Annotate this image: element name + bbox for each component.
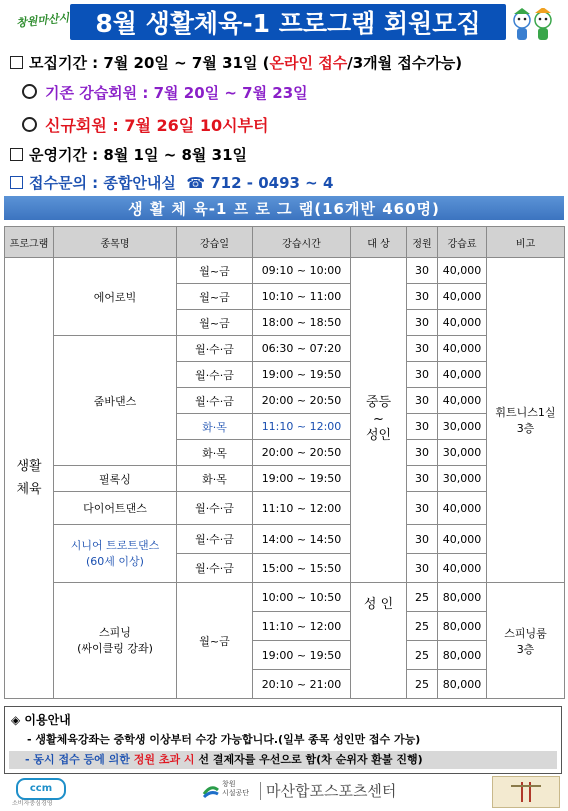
note: 스피닝룸 3층 <box>487 583 565 699</box>
class-time: 11:10 ~ 12:00 <box>253 414 351 440</box>
partner-logo-icon <box>493 777 559 807</box>
capacity: 30 <box>407 284 438 310</box>
fee: 40,000 <box>438 310 487 336</box>
event-name: 필록싱 <box>54 466 177 492</box>
event-name: 스피닝 (싸이클링 강좌) <box>54 583 177 699</box>
fee: 30,000 <box>438 414 487 440</box>
existing-member-period: 기존 강습회원 : 7월 20일 ~ 7월 23일 <box>22 82 308 103</box>
class-day: 화·목 <box>177 440 253 466</box>
capacity: 30 <box>407 466 438 492</box>
class-time: 10:10 ~ 11:00 <box>253 284 351 310</box>
circle-bullet-icon <box>22 84 37 99</box>
class-time: 20:00 ~ 20:50 <box>253 388 351 414</box>
fee: 80,000 <box>438 670 487 699</box>
operation-period: 운영기간 : 8월 1일 ~ 8월 31일 <box>10 144 247 165</box>
fee: 80,000 <box>438 641 487 670</box>
class-day: 월~금 <box>177 284 253 310</box>
class-time: 19:00 ~ 19:50 <box>253 641 351 670</box>
table-row <box>5 583 565 612</box>
ccm-caption: 소비자중심경영 <box>12 800 53 807</box>
target-group: 성 인 <box>351 583 407 699</box>
capacity: 30 <box>407 258 438 284</box>
event-name: 시니어 트로트댄스 (60세 이상) <box>54 525 177 583</box>
capacity: 25 <box>407 670 438 699</box>
capacity: 30 <box>407 362 438 388</box>
fee: 40,000 <box>438 525 487 554</box>
capacity: 25 <box>407 612 438 641</box>
class-time: 15:00 ~ 15:50 <box>253 554 351 583</box>
divider <box>260 782 261 800</box>
class-time: 20:00 ~ 20:50 <box>253 440 351 466</box>
fee: 30,000 <box>438 466 487 492</box>
capacity: 30 <box>407 310 438 336</box>
footer <box>4 776 564 806</box>
table-row <box>5 492 565 525</box>
square-bullet-icon <box>10 56 23 69</box>
table-header-row <box>5 227 565 258</box>
table-row <box>5 258 565 284</box>
fee: 40,000 <box>438 492 487 525</box>
class-day: 화·목 <box>177 414 253 440</box>
column-header: 비고 <box>487 227 565 258</box>
event-name: 에어로빅 <box>54 258 177 336</box>
capacity: 30 <box>407 414 438 440</box>
city-logo: 창원마산시 <box>15 11 70 30</box>
fee: 80,000 <box>438 612 487 641</box>
phone-number: ☎ 712 - 0493 ~ 4 <box>186 174 334 192</box>
mascot-icon <box>510 8 556 42</box>
column-header: 정원 <box>407 227 438 258</box>
fee: 80,000 <box>438 583 487 612</box>
page-title: 8월 생활체육-1 프로그램 회원모집 <box>95 9 481 38</box>
column-header: 강습료 <box>438 227 487 258</box>
class-time: 06:30 ~ 07:20 <box>253 336 351 362</box>
note: 휘트니스1실 3층 <box>487 258 565 583</box>
class-day: 월·수·금 <box>177 525 253 554</box>
class-day: 월~금 <box>177 310 253 336</box>
class-time: 19:00 ~ 19:50 <box>253 362 351 388</box>
event-name: 다이어트댄스 <box>54 492 177 525</box>
table-row <box>5 336 565 362</box>
column-header: 종목명 <box>54 227 177 258</box>
class-time: 14:00 ~ 14:50 <box>253 525 351 554</box>
title-box <box>70 4 506 40</box>
fee: 40,000 <box>438 554 487 583</box>
table-row <box>5 525 565 554</box>
class-day: 월·수·금 <box>177 336 253 362</box>
square-bullet-icon <box>10 176 23 189</box>
ccm-logo: ccm <box>16 778 66 800</box>
capacity: 30 <box>407 388 438 414</box>
column-header: 대 상 <box>351 227 407 258</box>
class-time: 09:10 ~ 10:00 <box>253 258 351 284</box>
program-table <box>4 226 565 699</box>
square-bullet-icon <box>10 148 23 161</box>
circle-bullet-icon <box>22 117 37 132</box>
column-header: 강습일 <box>177 227 253 258</box>
recruit-period: 모집기간 : 7월 20일 ~ 7월 31일 (온라인 접수/3개월 접수가능) <box>10 52 462 73</box>
section-header: 생 활 체 육-1 프 로 그 램(16개반 460명) <box>4 196 564 220</box>
column-header: 프로그램 <box>5 227 54 258</box>
capacity: 30 <box>407 525 438 554</box>
class-time: 19:00 ~ 19:50 <box>253 466 351 492</box>
fee: 40,000 <box>438 336 487 362</box>
fee: 40,000 <box>438 258 487 284</box>
capacity: 25 <box>407 583 438 612</box>
fee: 40,000 <box>438 284 487 310</box>
class-time: 11:10 ~ 12:00 <box>253 612 351 641</box>
guide-title: ◈ 이용안내 <box>11 713 71 727</box>
fee: 40,000 <box>438 362 487 388</box>
event-name: 줌바댄스 <box>54 336 177 466</box>
usage-guide <box>4 706 562 774</box>
fee: 40,000 <box>438 388 487 414</box>
contact-info: 접수문의 : 종합안내실 ☎ 712 - 0493 ~ 4 <box>10 172 333 193</box>
guide-line: - 동시 접수 등에 의한 정원 초과 시 선 결제자를 우선으로 함(차 순위자 환불 진행) <box>9 751 557 769</box>
class-day: 월·수·금 <box>177 554 253 583</box>
target-group: 중등 ~ 성인 <box>351 258 407 583</box>
title-banner <box>4 4 564 42</box>
capacity: 30 <box>407 492 438 525</box>
program-category: 생활 체육 <box>5 258 54 699</box>
class-time: 11:10 ~ 12:00 <box>253 492 351 525</box>
masan-mark-icon <box>202 782 220 800</box>
class-time: 20:10 ~ 21:00 <box>253 670 351 699</box>
new-member-period: 신규회원 : 7월 26일 10시부터 <box>22 113 268 136</box>
class-day: 월·수·금 <box>177 492 253 525</box>
capacity: 30 <box>407 440 438 466</box>
capacity: 25 <box>407 641 438 670</box>
capacity: 30 <box>407 554 438 583</box>
guide-line: - 생활체육강좌는 중학생 이상부터 수강 가능합니다.(일부 종목 성인만 접수 가능) <box>27 733 421 746</box>
class-day: 월·수·금 <box>177 362 253 388</box>
masan-caption: 창원 시설공단 <box>222 780 250 797</box>
partner-logo <box>492 776 560 808</box>
table-row <box>5 466 565 492</box>
class-day: 월~금 <box>177 258 253 284</box>
fee: 30,000 <box>438 440 487 466</box>
class-day: 월~금 <box>177 583 253 699</box>
class-time: 18:00 ~ 18:50 <box>253 310 351 336</box>
center-name: 마산합포스포츠센터 <box>266 782 397 800</box>
capacity: 30 <box>407 336 438 362</box>
class-day: 월·수·금 <box>177 388 253 414</box>
class-day: 화·목 <box>177 466 253 492</box>
class-time: 10:00 ~ 10:50 <box>253 583 351 612</box>
column-header: 강습시간 <box>253 227 351 258</box>
